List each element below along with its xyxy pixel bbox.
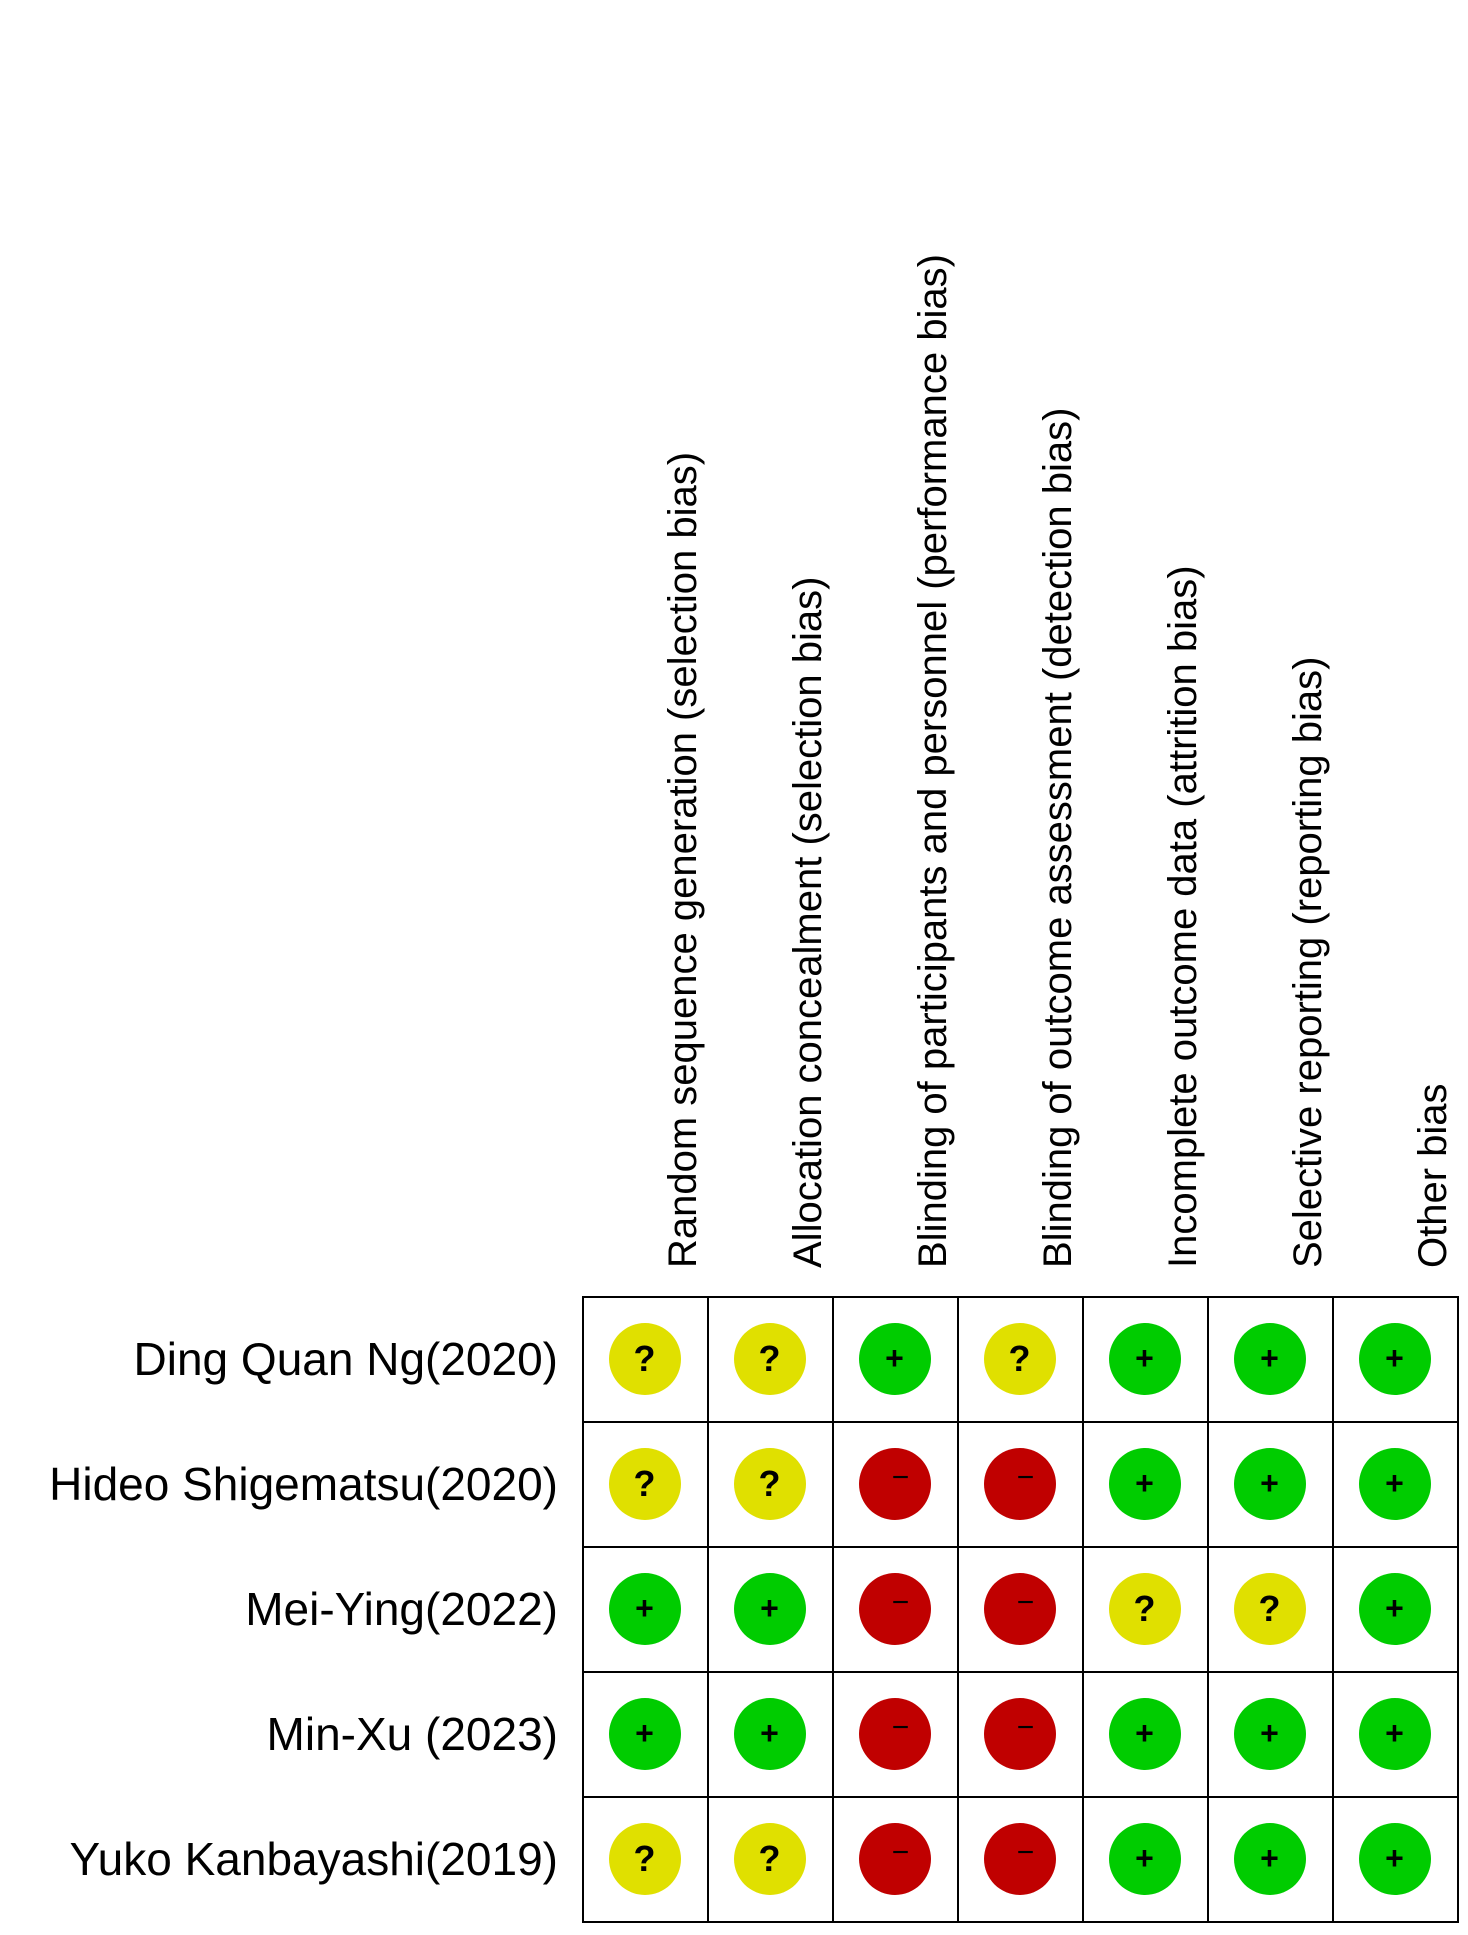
judgement-low-marker: [1234, 1448, 1306, 1520]
study-label: Hideo Shigematsu(2020): [49, 1457, 558, 1510]
judgement-high-marker: [984, 1573, 1056, 1645]
domain-header: Blinding of participants and personnel (performance bias): [910, 254, 955, 1268]
judgement-low-marker: [1359, 1698, 1431, 1770]
judgement-low-marker: [1109, 1823, 1181, 1895]
judgement-unclear-marker: [1109, 1573, 1181, 1645]
judgement-low-marker: [609, 1573, 681, 1645]
judgement-low-marker: [1234, 1823, 1306, 1895]
judgement-unclear-marker: [609, 1448, 681, 1520]
judgement-symbol: +: [1385, 1840, 1404, 1876]
judgement-symbol: +: [1260, 1840, 1279, 1876]
judgement-symbol: −: [891, 1460, 910, 1494]
judgement-low-marker: [609, 1698, 681, 1770]
judgement-symbol: −: [1016, 1460, 1035, 1494]
judgement-unclear-marker: [734, 1448, 806, 1520]
judgement-low-marker: [1359, 1573, 1431, 1645]
judgement-low-marker: [1234, 1323, 1306, 1395]
judgement-unclear-marker: [1234, 1573, 1306, 1645]
domain-header: Selective reporting (reporting bias): [1285, 656, 1330, 1268]
judgement-symbol: ?: [633, 1462, 656, 1504]
judgement-symbol: ?: [758, 1337, 781, 1379]
judgement-symbol: +: [1260, 1465, 1279, 1501]
judgement-symbol: ?: [633, 1837, 656, 1879]
judgement-low-marker: [734, 1573, 806, 1645]
judgement-symbol: +: [760, 1590, 779, 1626]
judgement-symbol: +: [1385, 1590, 1404, 1626]
judgement-high-marker: [859, 1823, 931, 1895]
judgement-symbol: +: [1260, 1715, 1279, 1751]
judgement-high-marker: [984, 1698, 1056, 1770]
domain-header: Other bias: [1410, 1083, 1455, 1268]
judgement-symbol: −: [891, 1835, 910, 1869]
judgement-symbol: −: [1016, 1585, 1035, 1619]
judgement-symbol: +: [885, 1340, 904, 1376]
judgement-symbol: +: [635, 1590, 654, 1626]
judgement-symbol: −: [1016, 1835, 1035, 1869]
judgement-high-marker: [859, 1573, 931, 1645]
judgement-low-marker: [734, 1698, 806, 1770]
study-label: Min-Xu (2023): [266, 1707, 558, 1760]
judgement-symbol: +: [1385, 1340, 1404, 1376]
judgement-high-marker: [859, 1698, 931, 1770]
judgement-symbol: +: [1135, 1340, 1154, 1376]
judgement-high-marker: [984, 1448, 1056, 1520]
judgement-low-marker: [1109, 1323, 1181, 1395]
judgement-low-marker: [1359, 1323, 1431, 1395]
judgement-low-marker: [1109, 1698, 1181, 1770]
judgement-unclear-marker: [609, 1323, 681, 1395]
judgement-symbol: ?: [758, 1837, 781, 1879]
judgement-symbol: ?: [1258, 1587, 1281, 1629]
judgement-symbol: +: [1385, 1715, 1404, 1751]
judgement-symbol: −: [1016, 1710, 1035, 1744]
judgement-symbol: −: [891, 1710, 910, 1744]
judgement-symbol: +: [1260, 1340, 1279, 1376]
judgement-symbol: +: [1135, 1840, 1154, 1876]
domain-header: Allocation concealment (selection bias): [785, 576, 830, 1268]
judgement-symbol: ?: [1133, 1587, 1156, 1629]
judgement-low-marker: [1359, 1823, 1431, 1895]
judgement-unclear-marker: [734, 1823, 806, 1895]
judgement-unclear-marker: [609, 1823, 681, 1895]
judgement-symbol: +: [635, 1715, 654, 1751]
judgement-unclear-marker: [984, 1323, 1056, 1395]
judgement-symbol: +: [1385, 1465, 1404, 1501]
domain-header: Random sequence generation (selection bias): [660, 451, 705, 1268]
domain-header: Incomplete outcome data (attrition bias): [1160, 565, 1205, 1268]
judgement-unclear-marker: [734, 1323, 806, 1395]
study-label: Ding Quan Ng(2020): [133, 1332, 558, 1385]
judgement-low-marker: [1109, 1448, 1181, 1520]
judgement-low-marker: [1359, 1448, 1431, 1520]
judgement-symbol: −: [891, 1585, 910, 1619]
judgement-symbol: ?: [758, 1462, 781, 1504]
judgement-high-marker: [984, 1823, 1056, 1895]
judgement-symbol: +: [760, 1715, 779, 1751]
judgement-symbol: +: [1135, 1715, 1154, 1751]
study-label: Yuko Kanbayashi(2019): [69, 1832, 558, 1885]
judgement-symbol: ?: [633, 1337, 656, 1379]
judgement-high-marker: [859, 1448, 931, 1520]
judgement-symbol: ?: [1008, 1337, 1031, 1379]
study-label: Mei-Ying(2022): [245, 1582, 558, 1635]
domain-header: Blinding of outcome assessment (detection bias): [1035, 407, 1080, 1268]
judgement-low-marker: [859, 1323, 931, 1395]
judgement-symbol: +: [1135, 1465, 1154, 1501]
judgement-low-marker: [1234, 1698, 1306, 1770]
